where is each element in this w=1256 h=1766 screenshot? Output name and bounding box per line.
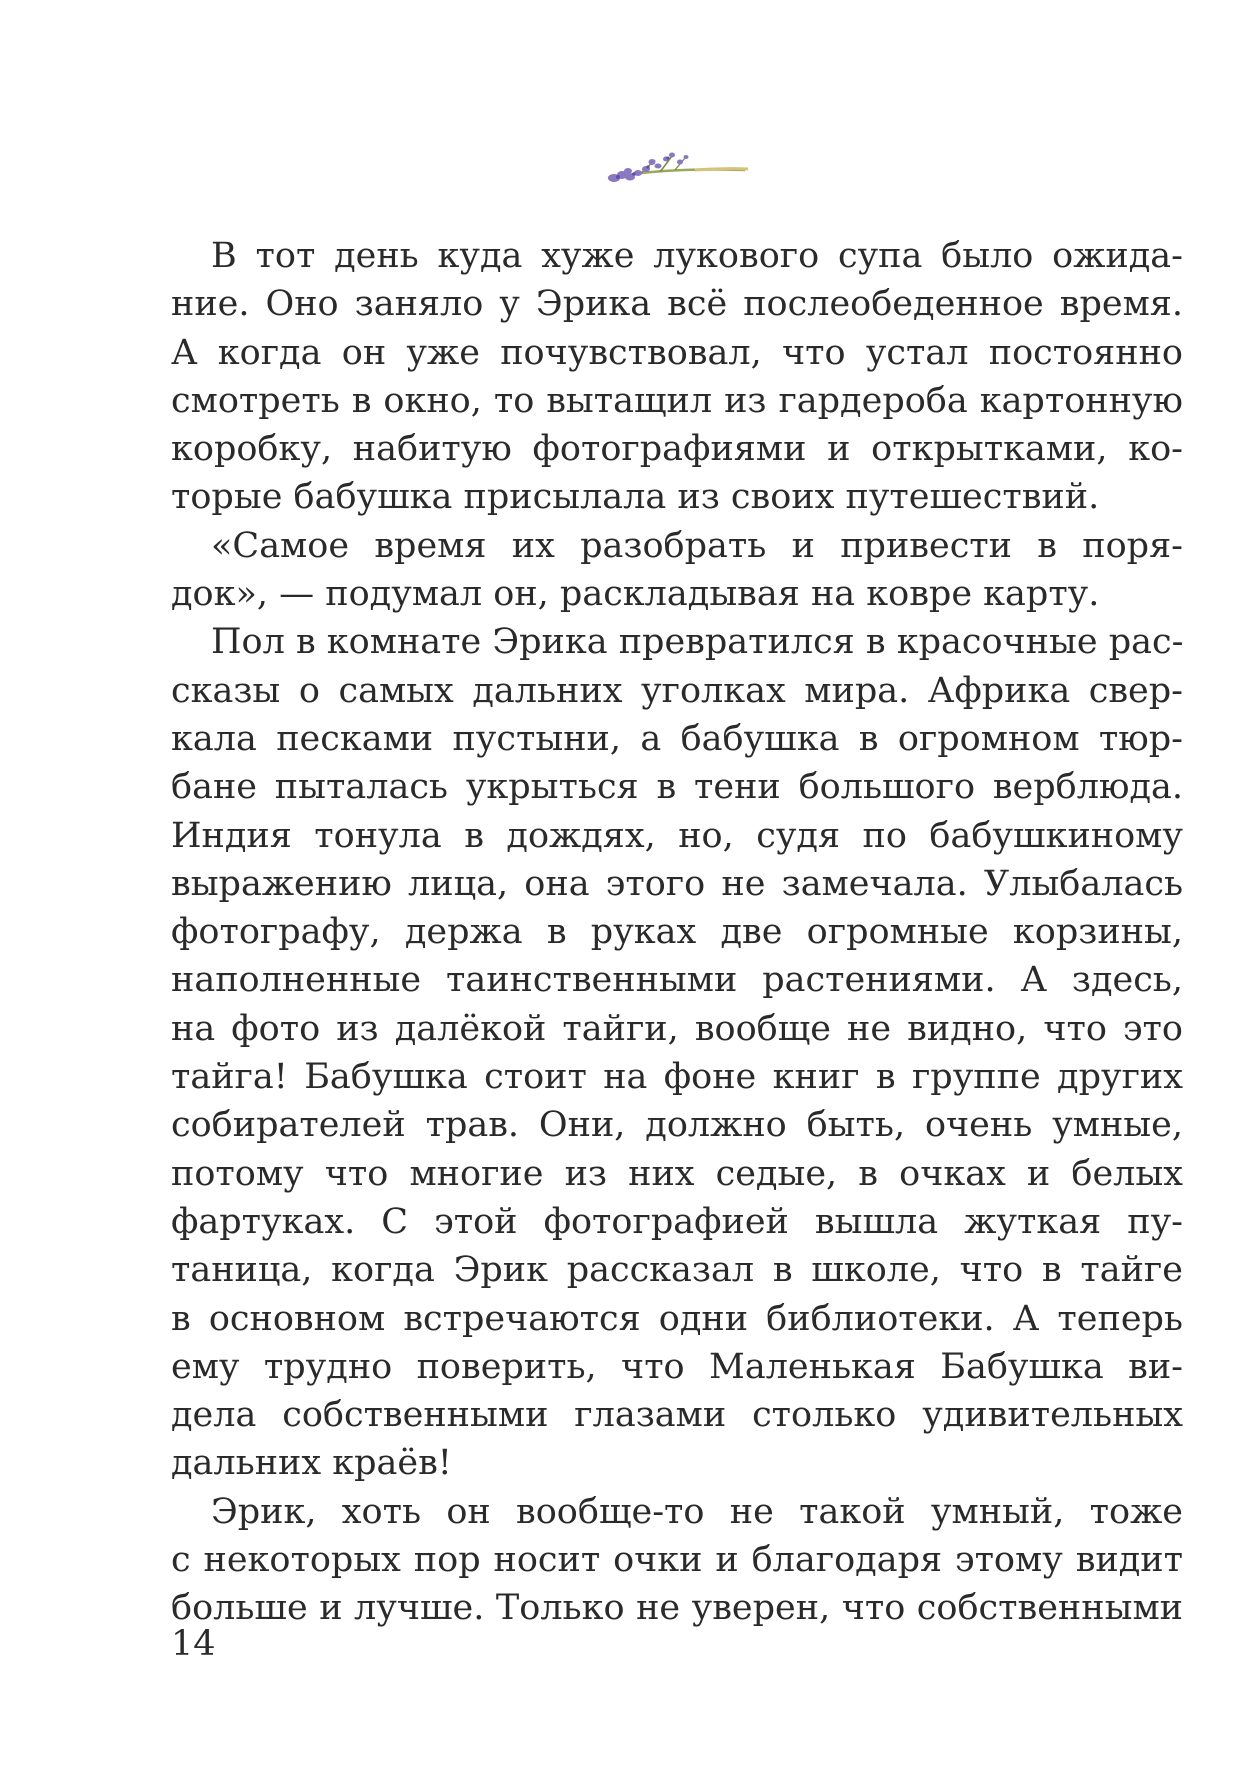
text-line: В тот день куда хуже лукового супа было ожида- [211, 236, 1183, 276]
page-number: 14 [171, 1624, 216, 1664]
text-line: ние. Оно заняло у Эрика всё послеобеденное время. [171, 284, 1183, 325]
text-line: кала песками пустыни, а бабушка в огромном тюр- [171, 718, 1183, 759]
text-line: больше и лучше. Только не уверен, что собственными [171, 1588, 1183, 1629]
lavender-sprig-illustration [600, 148, 750, 198]
text-line: потому что многие из них седые, в очках и белых [171, 1153, 1183, 1194]
text-line: выражению лица, она этого не замечала. Улыбалась [171, 863, 1183, 904]
text-line: фотографу, держа в руках две огромные корзины, [171, 912, 1183, 953]
text-line: в основном встречаются одни библиотеки. А теперь [171, 1298, 1183, 1339]
text-line: тайга! Бабушка стоит на фоне книг в группе других [171, 1057, 1183, 1098]
text-line: Пол в комнате Эрика превратился в красочные рас- [211, 622, 1184, 663]
text-line: наполненные таинственными растениями. А здесь, [171, 960, 1183, 1001]
text-line: бане пыталась укрыться в тени большого верблюда. [171, 767, 1183, 808]
text-line: коробку, набитую фотографиями и открытками, ко- [171, 429, 1183, 470]
text-line: ему трудно поверить, что Маленькая Бабушка ви- [171, 1346, 1183, 1387]
text-line: на фото из далёкой тайги, вообще не видно, что это [171, 1008, 1183, 1049]
text-line: дальних краёв! [171, 1443, 452, 1484]
text-line: фартуках. С этой фотографией вышла жуткая пу- [171, 1201, 1183, 1242]
text-line: торые бабушка присылала из своих путешествий. [171, 477, 1100, 518]
text-line: сказы о самых дальних уголках мира. Африка свер- [171, 670, 1183, 711]
body-text [171, 232, 1183, 1633]
text-line: А когда он уже почувствовал, что устал постоянно [171, 332, 1183, 373]
text-line: Эрик, хоть он вообще-то не такой умный, тоже [211, 1491, 1183, 1532]
text-line: смотреть в окно, то вытащил из гардероба картонную [171, 380, 1183, 421]
text-line: с некоторых пор носит очки и благодаря этому видит [171, 1540, 1183, 1581]
text-line: док», — подумал он, раскладывая на ковре карту. [171, 574, 1100, 615]
text-line: дела собственными глазами столько удивительных [171, 1395, 1183, 1436]
text-line: «Самое время их разобрать и привести в поря- [211, 525, 1183, 566]
text-line: Индия тонула в дождях, но, судя по бабушкиному [171, 815, 1183, 856]
text-line: таница, когда Эрик рассказал в школе, что в тайге [171, 1250, 1183, 1291]
text-line: собирателей трав. Они, должно быть, очень умные, [171, 1105, 1183, 1146]
